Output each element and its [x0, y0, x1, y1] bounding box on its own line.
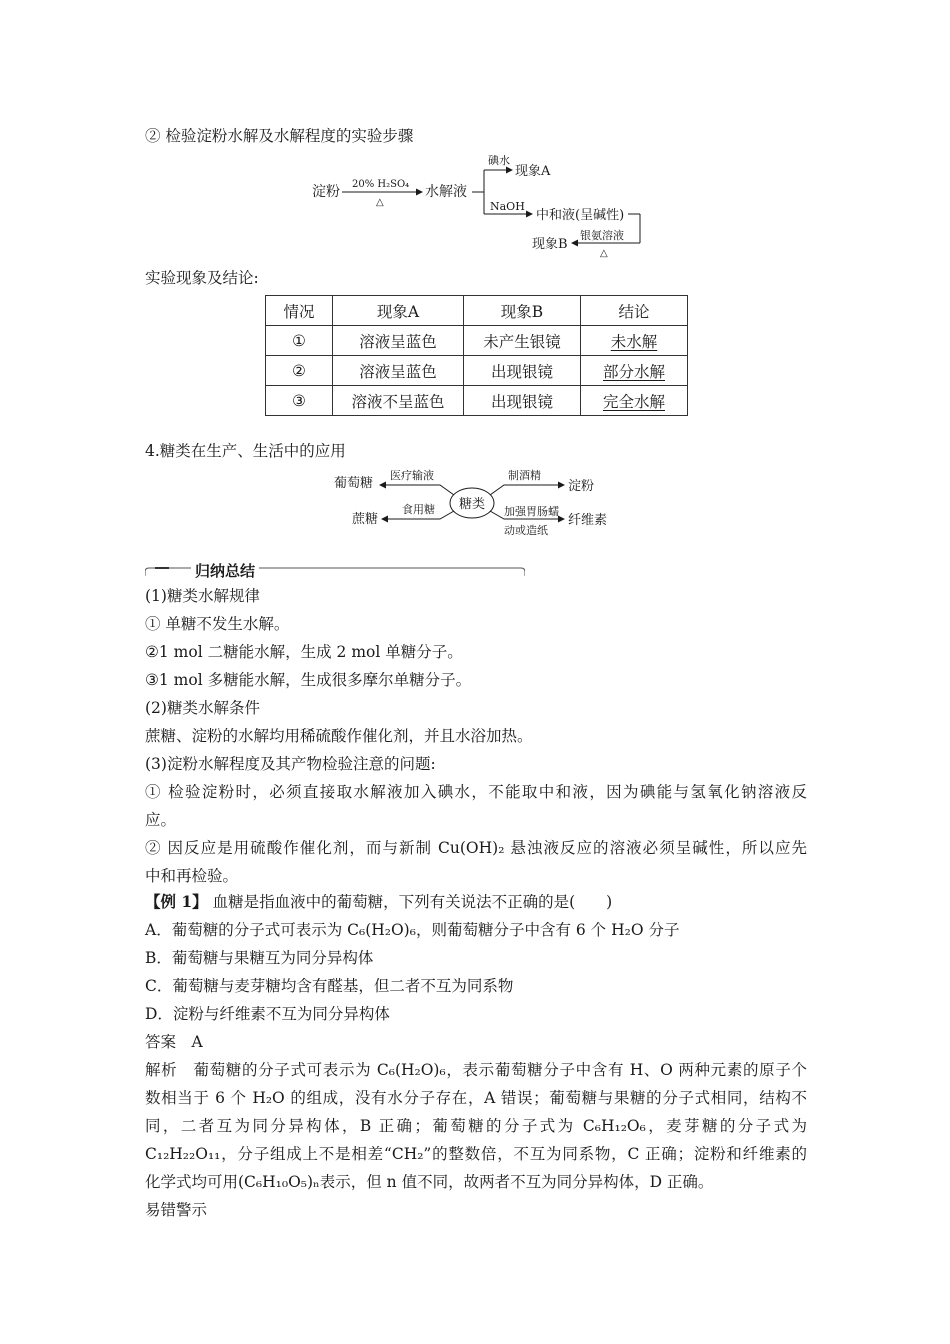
table-cell: [581, 386, 688, 416]
flow-heat-symbol-2: △: [600, 248, 608, 259]
conclusion-label: 实验现象及结论:: [145, 269, 259, 287]
table-cell: ①: [266, 326, 333, 356]
cellulose-label: 纤维素: [568, 513, 608, 528]
table-cell: 溶液不呈蓝色: [333, 386, 464, 416]
table-header-cell: 现象B: [464, 296, 581, 326]
table-cell: 出现银镜: [464, 356, 581, 386]
flow-starch-label: 淀粉: [312, 184, 340, 200]
summary-line: ③1 mol 多糖能水解，生成很多摩尔单糖分子。: [145, 671, 472, 689]
medical-label: 医疗输液: [390, 469, 434, 482]
table-cell: 溶液呈蓝色: [333, 356, 464, 386]
glucose-label: 葡萄糖: [334, 476, 374, 491]
analysis-line: 化学式均可用(C₆H₁₀O₅)ₙ表示，但 n 值不同，故两者不互为同分异构体，D 正确。: [145, 1173, 714, 1191]
sugar-applications-diagram: [330, 465, 620, 540]
table-cell: ②: [266, 356, 333, 386]
table-cell: 未产生银镜: [464, 326, 581, 356]
summary-line: ① 检验淀粉时，必须直接取水解液加入碘水，不能取中和液，因为碘能与氢氧化钠溶液反: [145, 783, 807, 801]
option-a: A．葡萄糖的分子式可表示为 C₆(H₂O)₆，则葡萄糖分子中含有 6 个 H₂O 分子: [145, 921, 680, 939]
summary-header: [145, 562, 525, 582]
table-row: [266, 356, 688, 386]
flow-phenomenon-a-label: 现象A: [515, 164, 551, 179]
summary-line: (3)淀粉水解程度及其产物检验注意的问题:: [145, 755, 436, 773]
table-header-cell: 情况: [266, 296, 333, 326]
table-cell: 溶液呈蓝色: [333, 326, 464, 356]
table-cell: [581, 326, 688, 356]
conclusion-text: 部分水解: [602, 362, 665, 381]
option-c: C．葡萄糖与麦芽糖均含有醛基，但二者不互为同系物: [145, 977, 514, 995]
starch-label: 淀粉: [568, 479, 595, 494]
fiber-note-line2: 动或造纸: [504, 524, 548, 537]
summary-line: (2)糖类水解条件: [145, 699, 260, 717]
table-cell: ③: [266, 386, 333, 416]
flow-heat-symbol-1: △: [376, 197, 384, 208]
summary-line: ② 因反应是用硫酸作催化剂，而与新制 Cu(OH)₂ 悬浊液反应的溶液必须呈碱性，所以应先: [145, 839, 807, 857]
flow-neutral-label: 中和液(呈碱性): [536, 208, 625, 223]
warning-heading: 易错警示: [145, 1201, 208, 1219]
table-header-cell: 结论: [581, 296, 688, 326]
arrow-to-glucose: [380, 485, 454, 495]
summary-line: 应。: [145, 811, 177, 829]
edible-label: 食用糖: [402, 503, 435, 516]
starch-hydrolysis-flow-diagram: [300, 150, 660, 260]
table-row: [266, 386, 688, 416]
table-row: [266, 326, 688, 356]
example-question: [145, 892, 612, 912]
analysis-line: C₁₂H₂₂O₁₁，分子组成上不是相差“CH₂”的整数倍，不互为同系物，C 正确；淀粉和纤维素的: [145, 1145, 807, 1163]
answer-line: 答案 A: [145, 1033, 203, 1051]
summary-line: ① 单糖不发生水解。: [145, 615, 290, 633]
center-label: 糖类: [459, 497, 486, 512]
table-header-cell: 现象A: [333, 296, 464, 326]
analysis-line: 数相当于 6 个 H₂O 的组成，没有水分子存在，A 错误；葡萄糖与果糖的分子式相同，结构不: [145, 1089, 807, 1107]
section-title-applications: 4.糖类在生产、生活中的应用: [145, 442, 346, 460]
summary-line: 中和再检验。: [145, 867, 239, 885]
results-table: [265, 295, 688, 416]
flow-silver-label: 银氨溶液: [580, 229, 624, 242]
example-tag: 【例 1】: [145, 892, 208, 911]
flow-naoh-label: NaOH: [490, 200, 525, 213]
wine-label: 制酒精: [508, 469, 541, 482]
summary-line: ②1 mol 二糖能水解，生成 2 mol 单糖分子。: [145, 643, 463, 661]
analysis-line: 同，二者互为同分异构体，B 正确；葡萄糖的分子式为 C₆H₁₂O₆，麦芽糖的分子式为: [145, 1117, 807, 1135]
example-question-text: 血糖是指血液中的葡萄糖，下列有关说法不正确的是( ): [212, 893, 613, 911]
flow-iodine-label: 碘水: [488, 154, 510, 167]
table-header-row: [266, 296, 688, 326]
summary-title: 归纳总结: [191, 562, 259, 580]
option-d: D．淀粉与纤维素不互为同分异构体: [145, 1005, 390, 1023]
flow-hydrolysate-label: 水解液: [425, 184, 467, 200]
table-cell: [581, 356, 688, 386]
summary-line: (1)糖类水解规律: [145, 587, 260, 605]
analysis-line: 解析 葡萄糖的分子式可表示为 C₆(H₂O)₆，表示葡萄糖分子中含有 H、O 两种元素的原子个: [145, 1061, 807, 1079]
section-title-starch-test: ② 检验淀粉水解及水解程度的实验步骤: [145, 127, 414, 145]
conclusion-text: 完全水解: [602, 392, 665, 411]
table-cell: 出现银镜: [464, 386, 581, 416]
fiber-note-line1: 加强胃肠蠕: [504, 505, 559, 518]
conclusion-text: 未水解: [610, 332, 658, 351]
arrow-to-starch: [490, 485, 564, 495]
sucrose-label: 蔗糖: [352, 512, 379, 527]
option-b: B．葡萄糖与果糖互为同分异构体: [145, 949, 374, 967]
summary-line: 蔗糖、淀粉的水解均用稀硫酸作催化剂，并且水浴加热。: [145, 727, 533, 745]
flow-phenomenon-b-label: 现象B: [532, 237, 568, 252]
flow-acid-label: 20% H₂SO₄: [352, 179, 410, 190]
